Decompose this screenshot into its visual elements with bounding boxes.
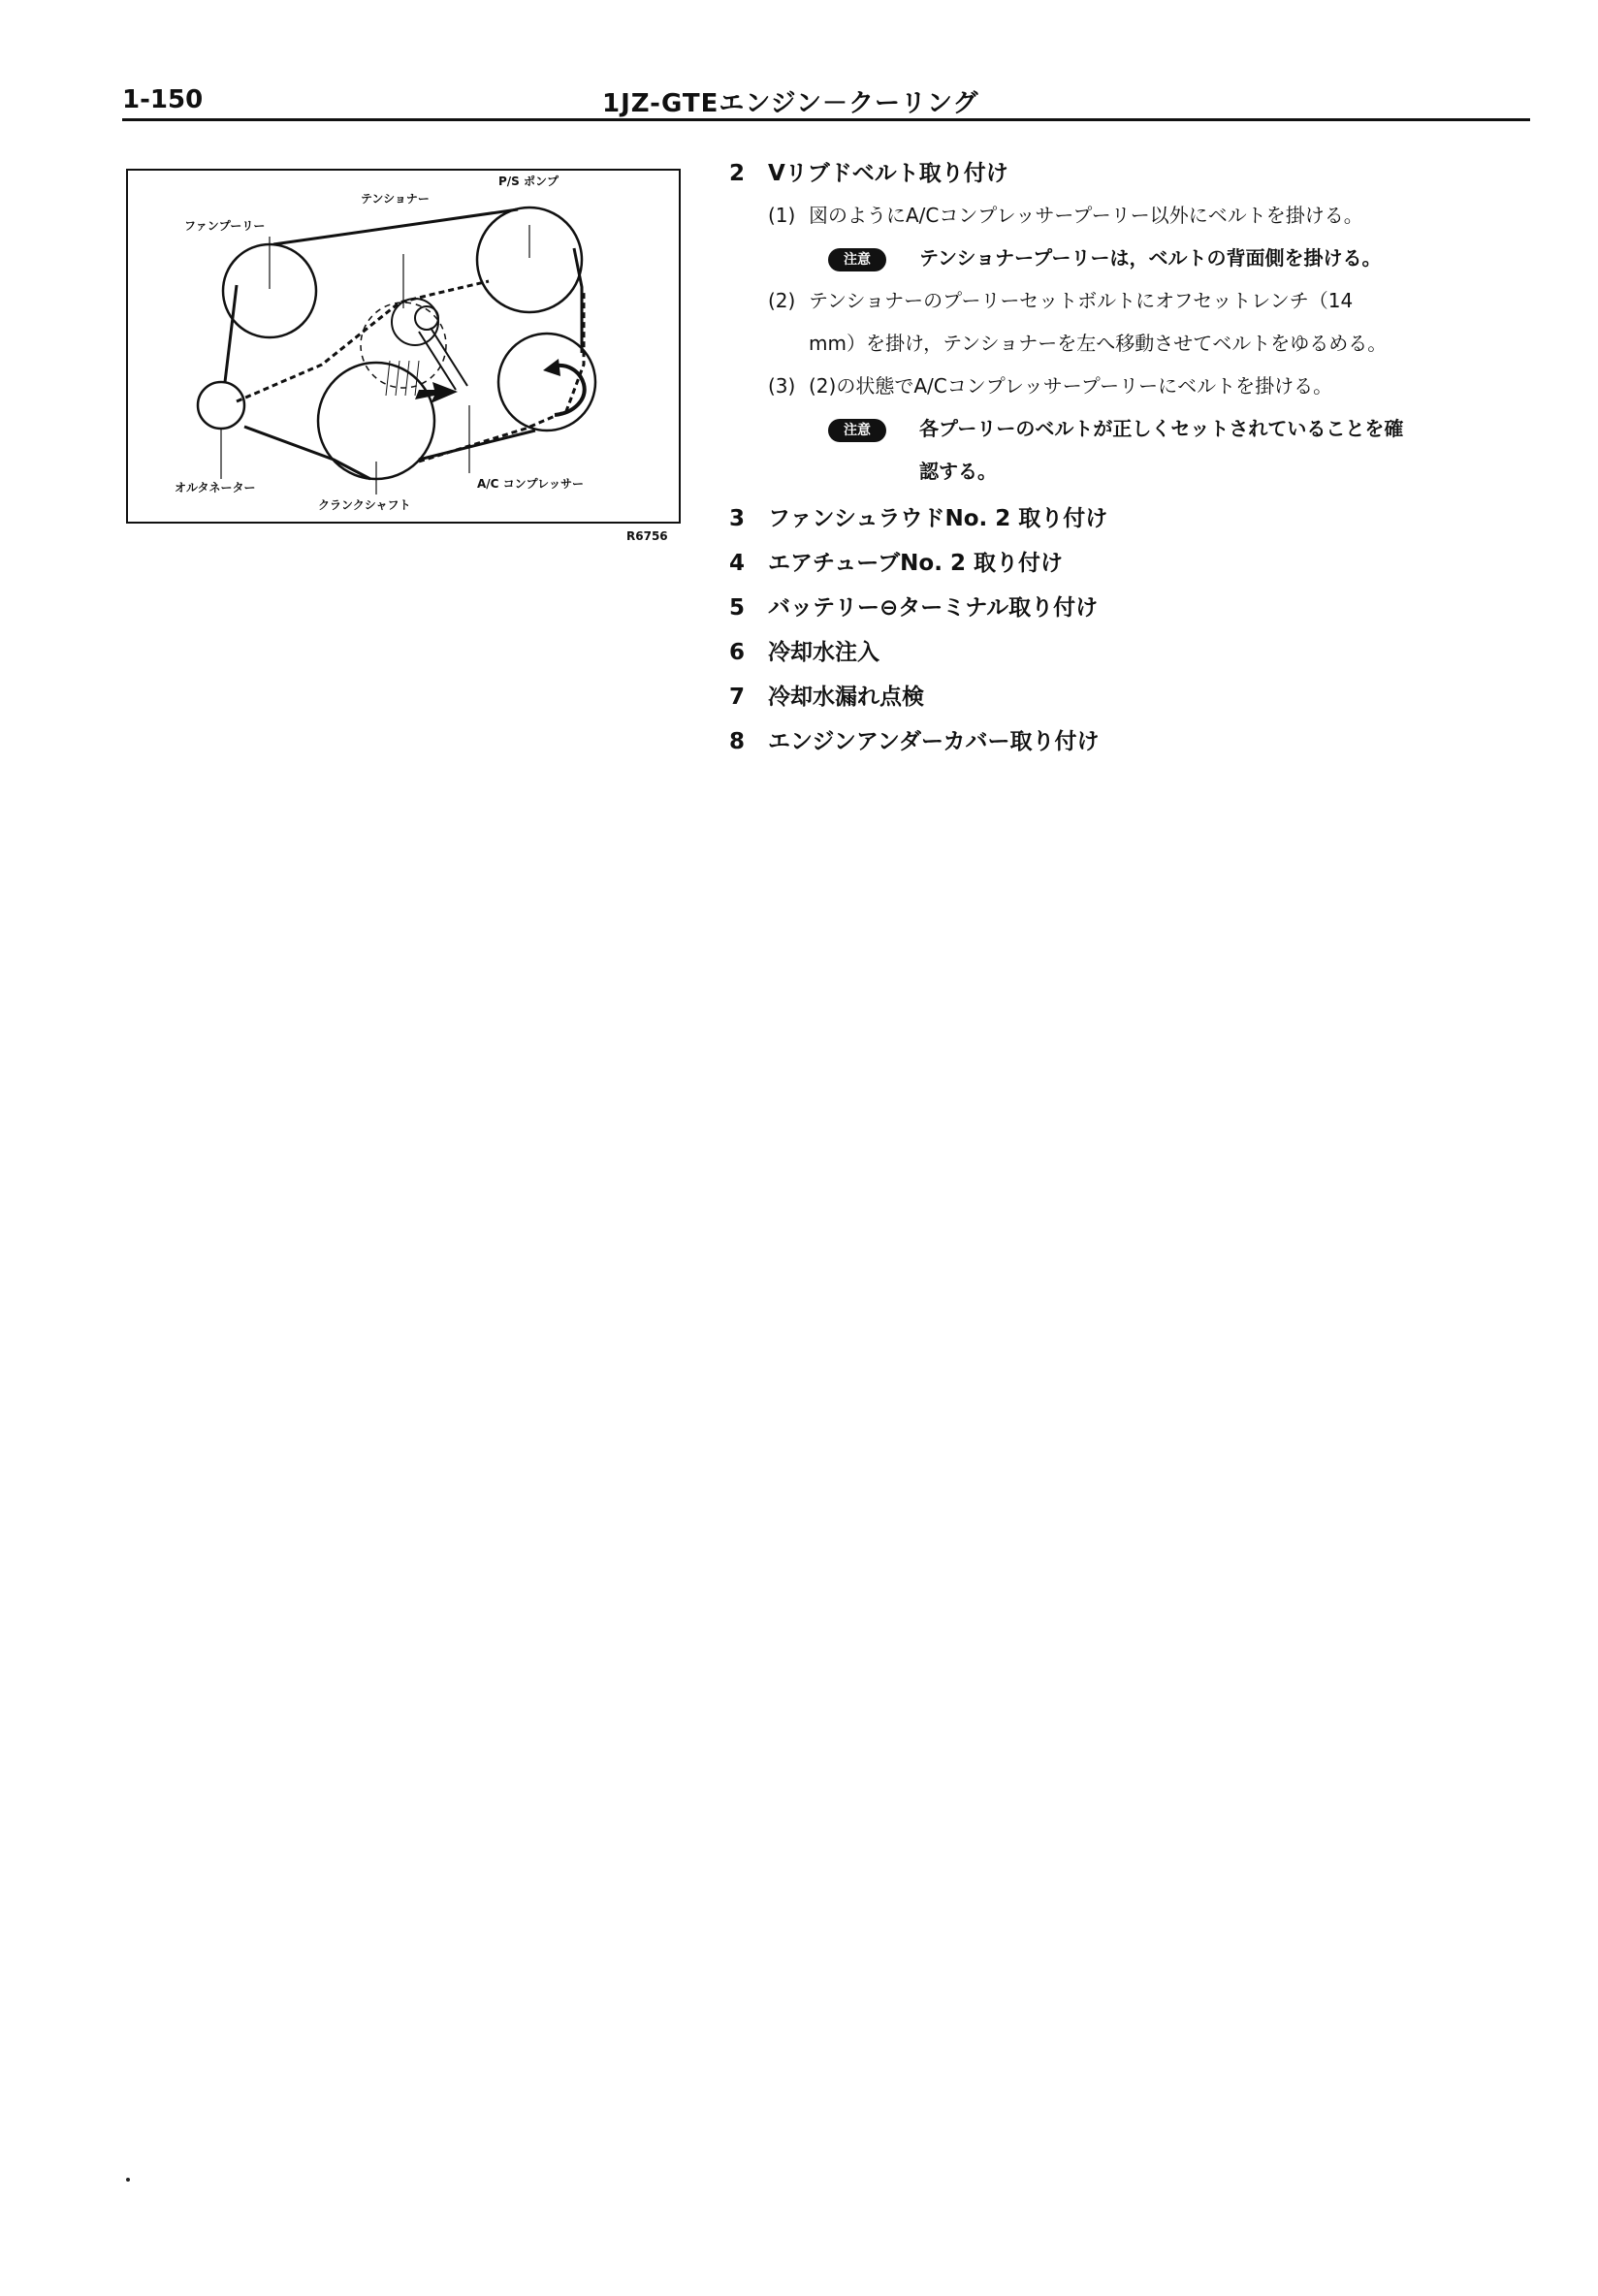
step-number: 5 bbox=[729, 595, 746, 621]
label-tensioner: テンショナー bbox=[361, 192, 430, 206]
note-text: テンショナープーリーは，ベルトの背面側を掛ける。 bbox=[919, 246, 1382, 270]
substep-text: (2)の状態でA/Cコンプレッサープーリーにベルトを掛ける。 bbox=[809, 374, 1333, 398]
label-ps-pump: P/S ポンプ bbox=[498, 175, 559, 188]
substep-number: (3) bbox=[768, 374, 796, 398]
step-number: 8 bbox=[729, 729, 746, 754]
step-title: 冷却水注入 bbox=[768, 640, 879, 665]
substep-text: テンショナーのプーリーセットボルトにオフセットレンチ（14 bbox=[809, 289, 1354, 312]
step-7-heading bbox=[729, 679, 924, 711]
step-5-heading bbox=[729, 590, 1098, 622]
page-header bbox=[122, 85, 1530, 120]
label-crankshaft: クランクシャフト bbox=[318, 498, 411, 512]
label-ac-compressor: A/C コンプレッサー bbox=[477, 477, 585, 491]
belt-dashed bbox=[237, 281, 584, 462]
substep-2 bbox=[768, 285, 1353, 313]
step-number: 3 bbox=[729, 506, 746, 531]
substep-number: (1) bbox=[768, 204, 796, 227]
caution-badge: 注意 bbox=[828, 419, 886, 442]
step-2-heading bbox=[729, 155, 1008, 187]
note-1 bbox=[828, 242, 1382, 271]
step-title: エアチューブNo. 2 取り付け bbox=[768, 551, 1063, 576]
step-title: エンジンアンダーカバー取り付け bbox=[768, 729, 1100, 754]
step-number: 4 bbox=[729, 551, 746, 576]
substep-2-continued: mm）を掛け，テンショナーを左へ移動させてベルトをゆるめる。 bbox=[809, 332, 1388, 355]
step-number: 6 bbox=[729, 640, 746, 665]
chapter-title: 1JZ-GTEエンジン－クーリング bbox=[602, 89, 979, 118]
substep-3 bbox=[768, 370, 1332, 399]
substep-number: (2) bbox=[768, 289, 796, 312]
step-6-heading bbox=[729, 634, 879, 666]
ps-pump-pulley-circle bbox=[477, 207, 582, 312]
leader-lines bbox=[221, 225, 529, 494]
substep-text: 図のようにA/Cコンプレッサープーリー以外にベルトを掛ける。 bbox=[809, 204, 1363, 227]
scan-speck bbox=[126, 2178, 130, 2182]
note-text: 各プーリーのベルトが正しくセットされていることを確 bbox=[919, 417, 1404, 440]
belt-routing-diagram bbox=[126, 169, 681, 524]
rotation-arrowhead bbox=[543, 359, 560, 376]
caution-badge: 注意 bbox=[828, 248, 886, 271]
step-4-heading bbox=[729, 545, 1063, 577]
step-number: 2 bbox=[729, 161, 746, 186]
alternator-pulley-circle bbox=[198, 382, 244, 429]
step-title: 冷却水漏れ点検 bbox=[768, 685, 924, 710]
note-2 bbox=[828, 413, 1403, 442]
label-fan-pulley: ファンプーリー bbox=[184, 219, 266, 233]
label-alternator: オルタネーター bbox=[175, 481, 256, 494]
step-title: Vリブドベルト取り付け bbox=[768, 161, 1008, 186]
page-number: 1-150 bbox=[122, 85, 204, 114]
tensioner-pivot-dashed bbox=[361, 303, 446, 388]
figure-code: R6756 bbox=[626, 529, 668, 543]
step-title: ファンシュラウドNo. 2 取り付け bbox=[768, 506, 1108, 531]
step-number: 7 bbox=[729, 685, 746, 710]
step-3-heading bbox=[729, 500, 1107, 532]
step-8-heading bbox=[729, 723, 1100, 755]
header-rule bbox=[122, 118, 1530, 121]
belt-solid bbox=[225, 209, 582, 479]
substep-1 bbox=[768, 200, 1363, 228]
wrench-hatching bbox=[386, 361, 419, 396]
note-2-continued: 認する。 bbox=[919, 460, 997, 483]
step-title: バッテリー⊖ターミナル取り付け bbox=[768, 595, 1099, 621]
